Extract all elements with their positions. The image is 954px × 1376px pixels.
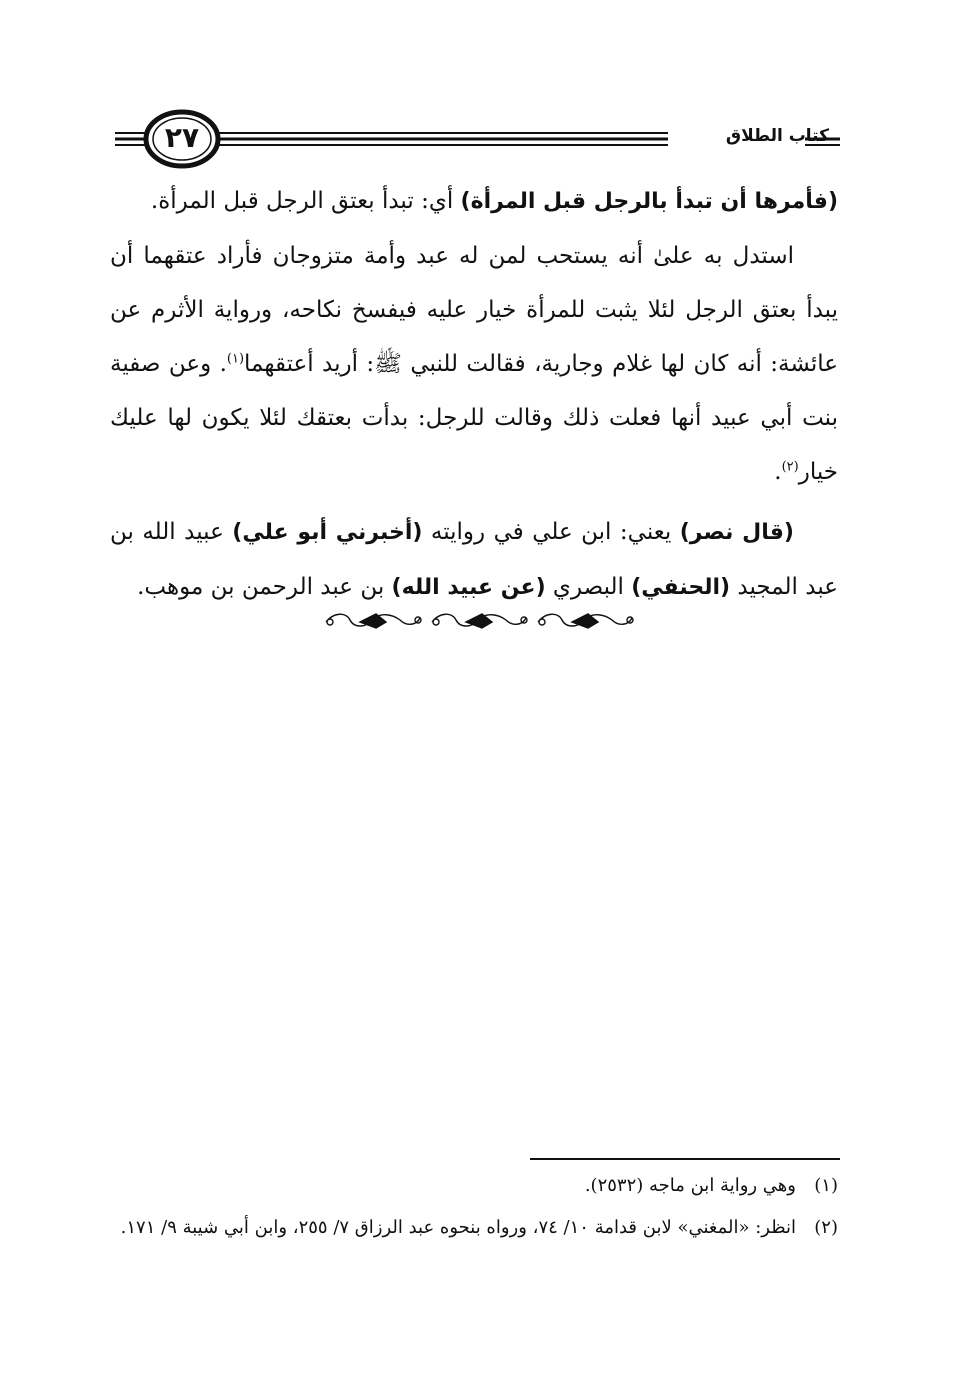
footnote-number: (١) [814, 1175, 838, 1196]
footnotes [108, 1168, 838, 1252]
commentary-text: . وعن صفية بنت أبي عبيد أنها فعلت ذلك وقالت للرجل: بدأت بعتقك لئلا يكون لها عليك خيار [110, 351, 838, 485]
footnote-2 [108, 1210, 838, 1246]
section-end-ornament [320, 606, 636, 638]
paragraph-1 [110, 174, 838, 229]
commentary-text: عبيد الله بن عبد المجيد [110, 519, 838, 600]
commentary-text: يعني: ابن علي في روايته [422, 519, 680, 545]
commentary-text: . [774, 459, 782, 485]
footnote-text: انظر: «المغني» لابن قدامة ١٠/ ٧٤، ورواه بنحوه عبد الرزاق ٧/ ٢٥٥، وابن أبي شيبة ٩/ ١٧١. [120, 1217, 796, 1238]
page-header [0, 0, 954, 190]
commentary-text: البصري [545, 574, 632, 600]
quoted-phrase: (الحنفي) [631, 575, 731, 600]
paragraph-3 [110, 505, 838, 615]
quoted-phrase: (قال نصر) [679, 520, 794, 545]
paragraph-2 [110, 229, 838, 499]
main-text [110, 174, 838, 615]
header-rule-ornament [0, 0, 954, 190]
quoted-phrase: (أخبرني أبو علي) [232, 520, 423, 545]
commentary-text: بن عبد الرحمن بن موهب. [137, 574, 392, 600]
quoted-phrase: (عن عبيد الله) [391, 575, 546, 600]
footnote-ref[interactable]: (١) [226, 351, 245, 367]
footnote-number: (٢) [814, 1217, 838, 1238]
quoted-phrase: (فأمرها أن تبدأ بالرجل قبل المرأة) [460, 189, 838, 214]
footnote-1 [108, 1168, 838, 1204]
footnote-text: وهي رواية ابن ماجه (٢٥٣٢). [584, 1175, 796, 1196]
footnote-ref[interactable]: (٢) [781, 459, 799, 475]
commentary-text: أي: تبدأ بعتق الرجل قبل المرأة. [150, 188, 461, 214]
book-title: كتاب الطلاق [725, 126, 829, 146]
footnote-separator [530, 1158, 840, 1160]
commentary-text: استدل به علىٰ أنه يستحب لمن له عبد وأمة متزوجان فأراد عتقهما أن يبدأ بعتق الرجل لئلا يثبت للمرأة خيار عليه فيفسخ نكاحه، ورواية الأثرم عن عائشة: أنه كان لها غلام وجارية، فقالت للنبي ﷺ: أريد أعتقهما [110, 243, 838, 377]
page-number: ٢٧ [164, 121, 200, 154]
